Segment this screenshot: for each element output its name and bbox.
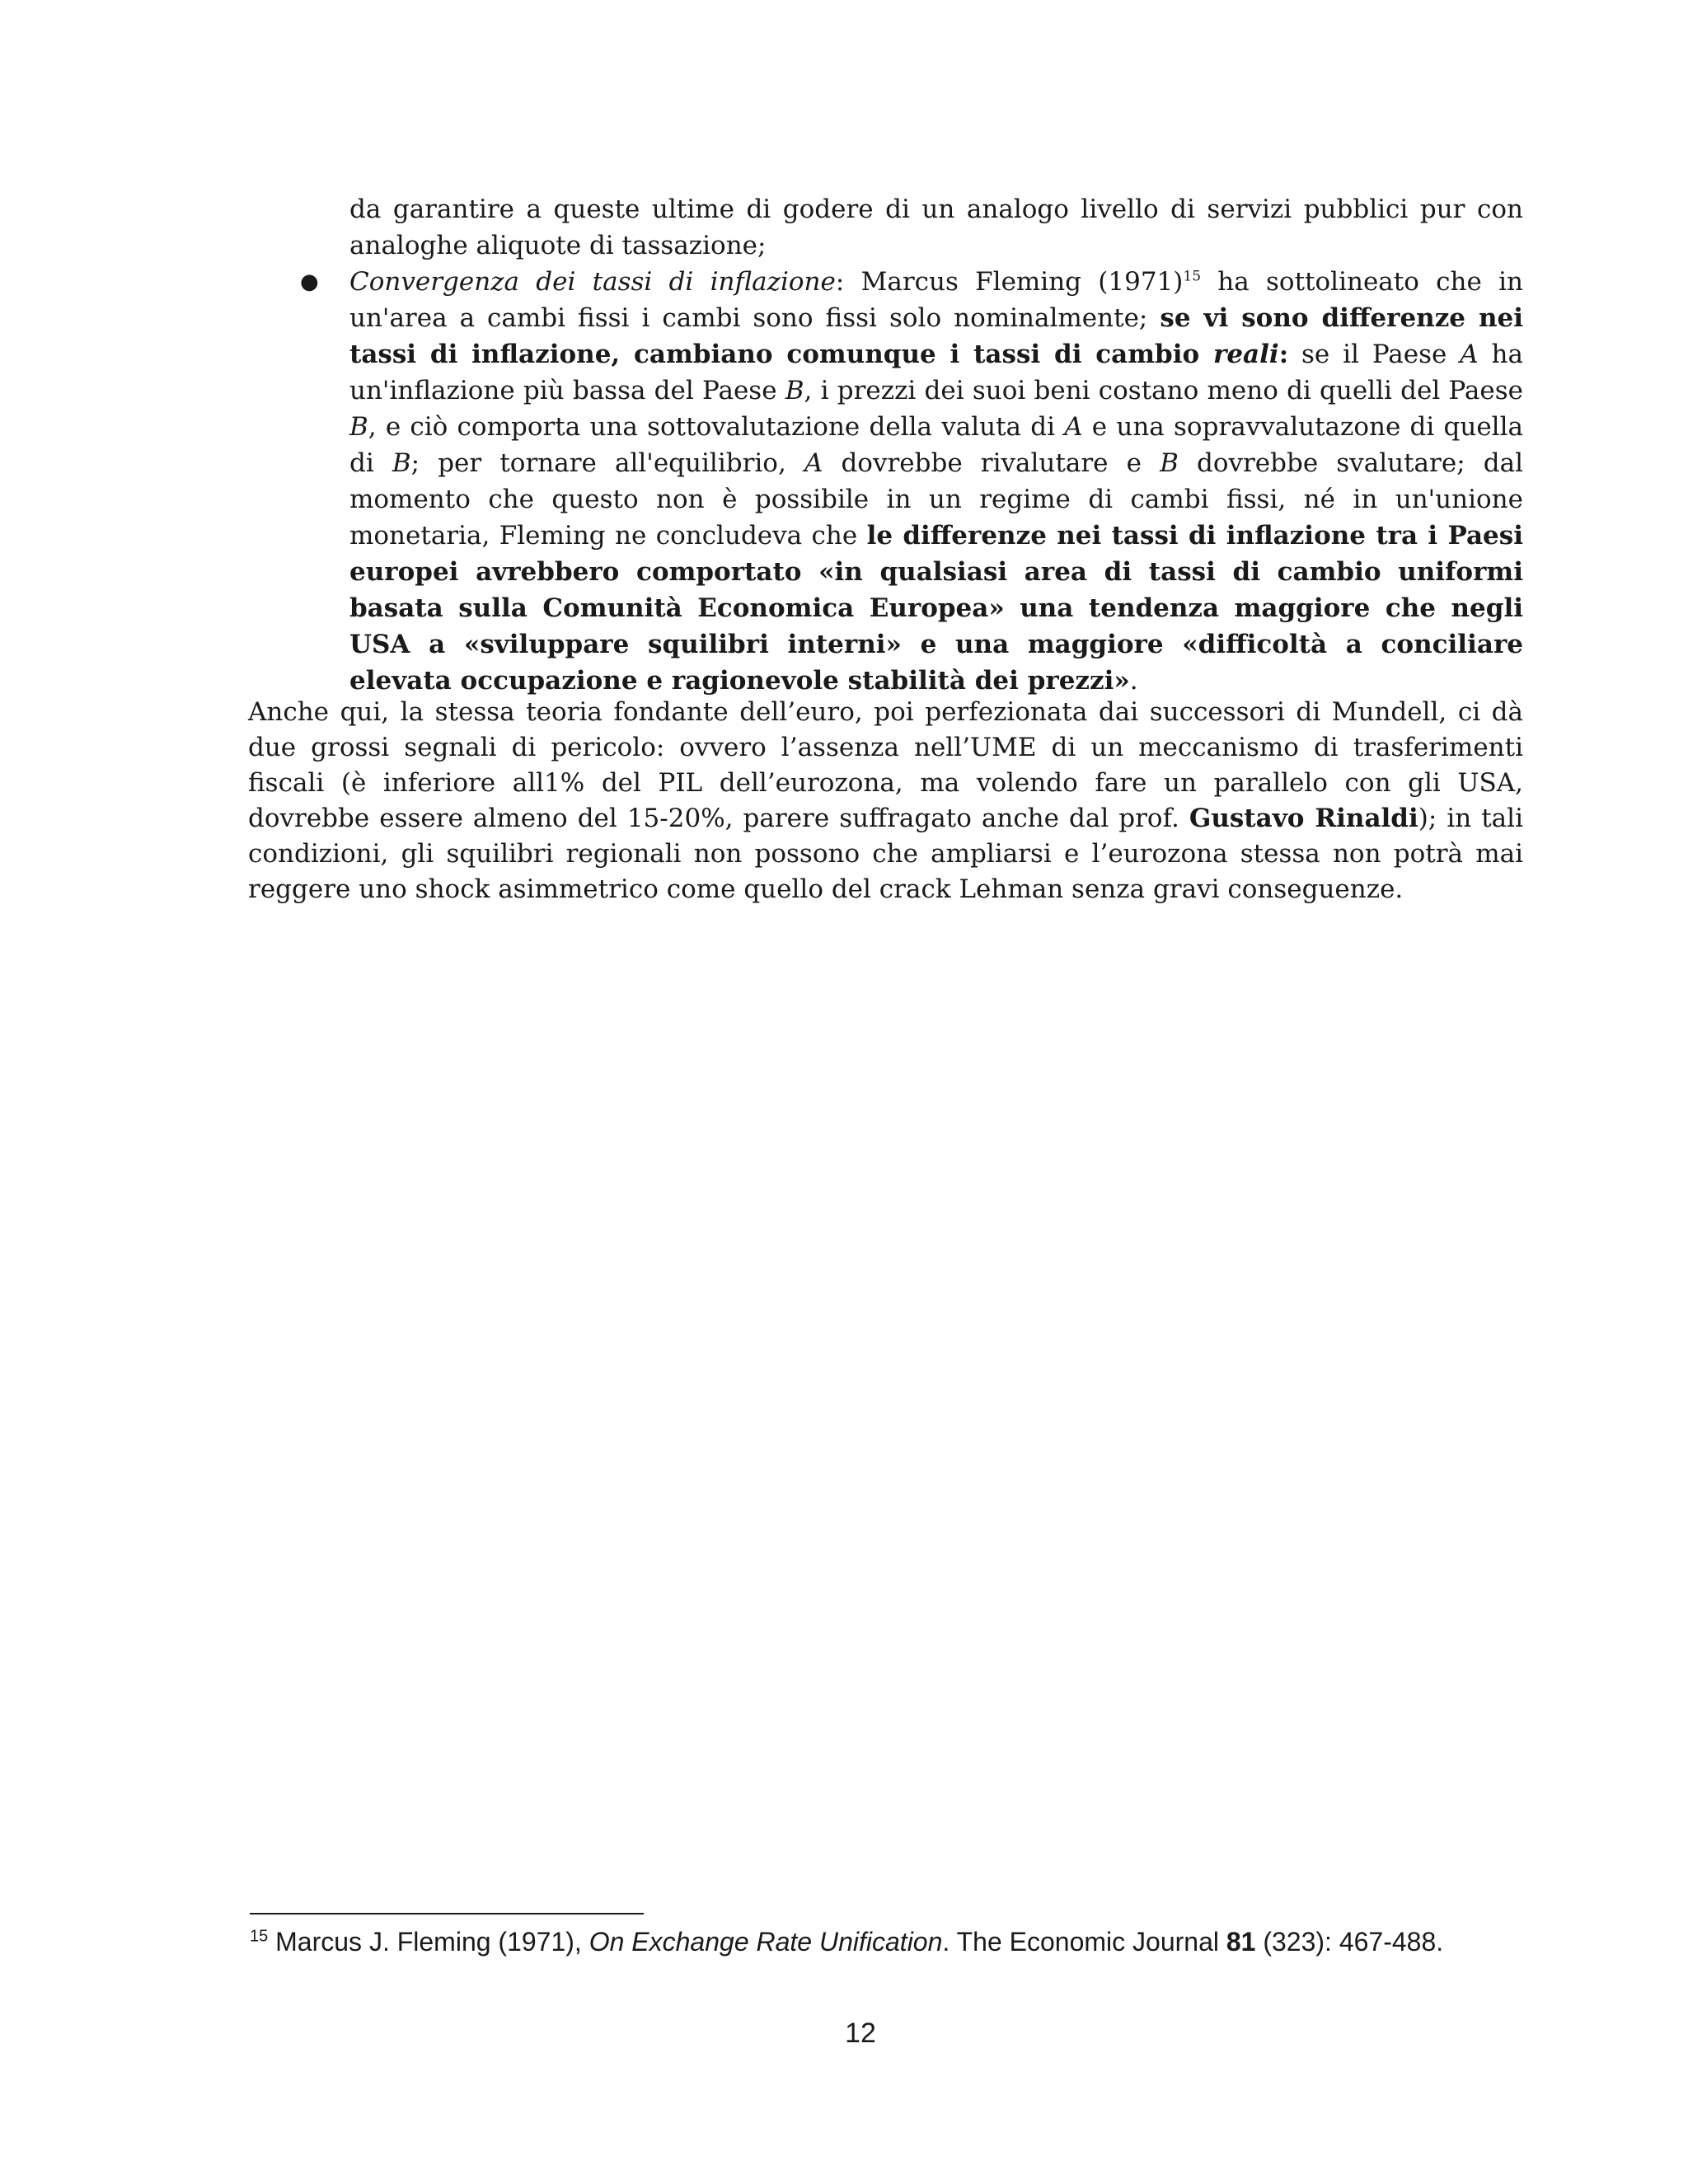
footnote-work-title: On Exchange Rate Unification: [588, 1927, 943, 1957]
body-paragraph: Anche qui, la stessa teoria fondante dell’euro, poi perfezionata dai successori di Mundell, ci dà due grossi segnali di pericolo: ovvero l’assenza nell’UME di un meccanismo di trasferimenti fiscali (è inferiore all1% del PIL dell’eurozona, ma volendo fare un parallelo con gli USA, dovrebbe essere almeno del 15-20%, parere suffragato anche dal prof. Gustavo Rinaldi); in tali condizioni, gli squilibri regionali non possono che ampliarsi e l’eurozona stessa non potrà mai reggere uno shock asimmetrico come quello del crack Lehman senza gravi conseguenze.: [248, 697, 1523, 904]
continuation-text: da garantire a queste ultime di godere di un analogo livello di servizi pubblici pur con analoghe aliquote di tassazione;: [349, 194, 1523, 260]
footnote-volume: 81: [1226, 1927, 1256, 1957]
footnote: $^{15}$ Marcus J. Fleming (1971), On Exchange Rate Unification. The Economic Journal 81 (323): 467-488.: [250, 1927, 1444, 1957]
list-item-continuation: [349, 191, 1523, 264]
footnote-separator: [250, 1913, 644, 1915]
footnote-reference[interactable]: 15: [1183, 268, 1202, 285]
bullet-title: Convergenza dei tassi di inflazione: [349, 267, 836, 297]
author-citation: Marcus Fleming (1971): [860, 267, 1184, 297]
page-number: 12: [845, 2018, 876, 2049]
bold-conclusion: le differenze nei tassi di inflazione tra i Paesi europei avrebbero comportato «in qualsiasi area di tassi di cambio uniformi basata sulla Comunità Economica Europea» una tendenza maggiore che negli USA a «sviluppare squilibri interni» e una maggiore «difficoltà a conciliare elevata occupazione e ragionevole stabilità dei prezzi»: [349, 521, 1523, 696]
bold-statement: se vi sono differenze nei tassi di inflazione, cambiano comunque i tassi di cambio reali:: [349, 303, 1524, 369]
footnote-mark: 15: [250, 1927, 269, 1946]
person-name: Gustavo Rinaldi: [1189, 804, 1418, 833]
bullet-item-inflation: ● Convergenza dei tassi di inflazione: Marcus Fleming $(1971)^{15}$ ha sottolineato che in un'area a cambi fissi i cambi sono fissi solo nominalmente; se vi sono differenze nei tassi di inflazione, cambiano comunque i tassi di cambio reali: se il Paese A ha un'inflazione più bassa del Paese B, i prezzi dei suoi beni costano meno di quelli del Paese B, e ciò comporta una sottovalutazione della valuta di A e una sopravvalutazone di quella di B; per tornare all'equilibrio, A dovrebbe rivalutare e B dovrebbe svalutare; dal momento che questo non è possibile in un regime di cambi fissi, né in un'unione monetaria, Fleming ne concludeva che le differenze nei tassi di inflazione tra i Paesi europei avrebbero comportato «in qualsiasi area di tassi di cambio uniformi basata sulla Comunità Economica Europea» una tendenza maggiore che negli USA a «sviluppare squilibri interni» e una maggiore «difficoltà a conciliare elevata occupazione e ragionevole stabilità dei prezzi».: [349, 264, 1523, 699]
bullet-icon: ●: [300, 269, 319, 294]
